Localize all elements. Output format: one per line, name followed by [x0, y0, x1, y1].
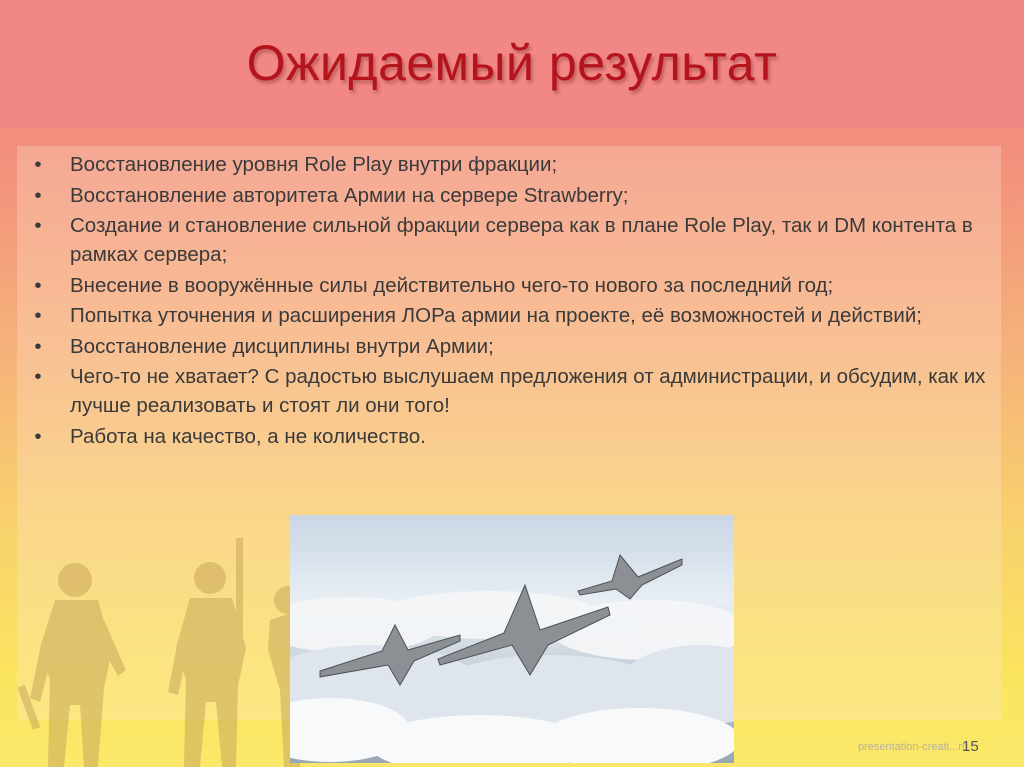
bullet-item [28, 271, 988, 300]
slide-title: Ожидаемый результат [246, 35, 778, 91]
bullet-text: Восстановление авторитета Армии на сервере Strawberry; [70, 183, 629, 207]
bullet-text: Восстановление уровня Role Play внутри фракции; [70, 153, 558, 176]
bullet-text: Создание и становление сильной фракции сервера как в плане Role Play, так и DM контента в рамках сервера; [70, 214, 973, 266]
bullet-text: Внесение в вооружённые силы действительно чего-то нового за последний год; [70, 273, 834, 297]
fighter-jets-photo [290, 515, 734, 763]
bullet-marker: • [34, 304, 42, 327]
bullet-marker: • [34, 214, 42, 237]
bullet-list [28, 150, 988, 452]
bullet-item [28, 181, 988, 210]
soldier-silhouettes-image [0, 530, 300, 767]
bullet-item [28, 362, 988, 420]
bullet-marker: • [34, 183, 42, 207]
bullet-text: Чего-то не хватает? С радостью выслушаем предложения от администрации, и обсудим, как их лучше реализовать и стоят ли они того! [70, 365, 986, 417]
bullet-marker: • [34, 334, 42, 358]
bullet-text: Работа на качество, а не количество. [70, 424, 426, 448]
bullet-item [28, 150, 988, 179]
bullet-marker: • [34, 424, 42, 448]
bullet-item [28, 301, 988, 330]
page-number: 15 [962, 738, 979, 755]
bullet-marker: • [34, 153, 42, 176]
watermark: presentation-creati...ru [858, 741, 969, 753]
bullet-marker: • [34, 365, 42, 388]
bullet-item [28, 211, 988, 269]
bullet-item [28, 332, 988, 361]
bullet-text: Восстановление дисциплины внутри Армии; [70, 334, 494, 358]
bullet-text: Попытка уточнения и расширения ЛОРа армии на проекте, её возможностей и действий; [70, 304, 923, 327]
bullet-marker: • [34, 273, 42, 297]
bullet-item [28, 422, 988, 451]
